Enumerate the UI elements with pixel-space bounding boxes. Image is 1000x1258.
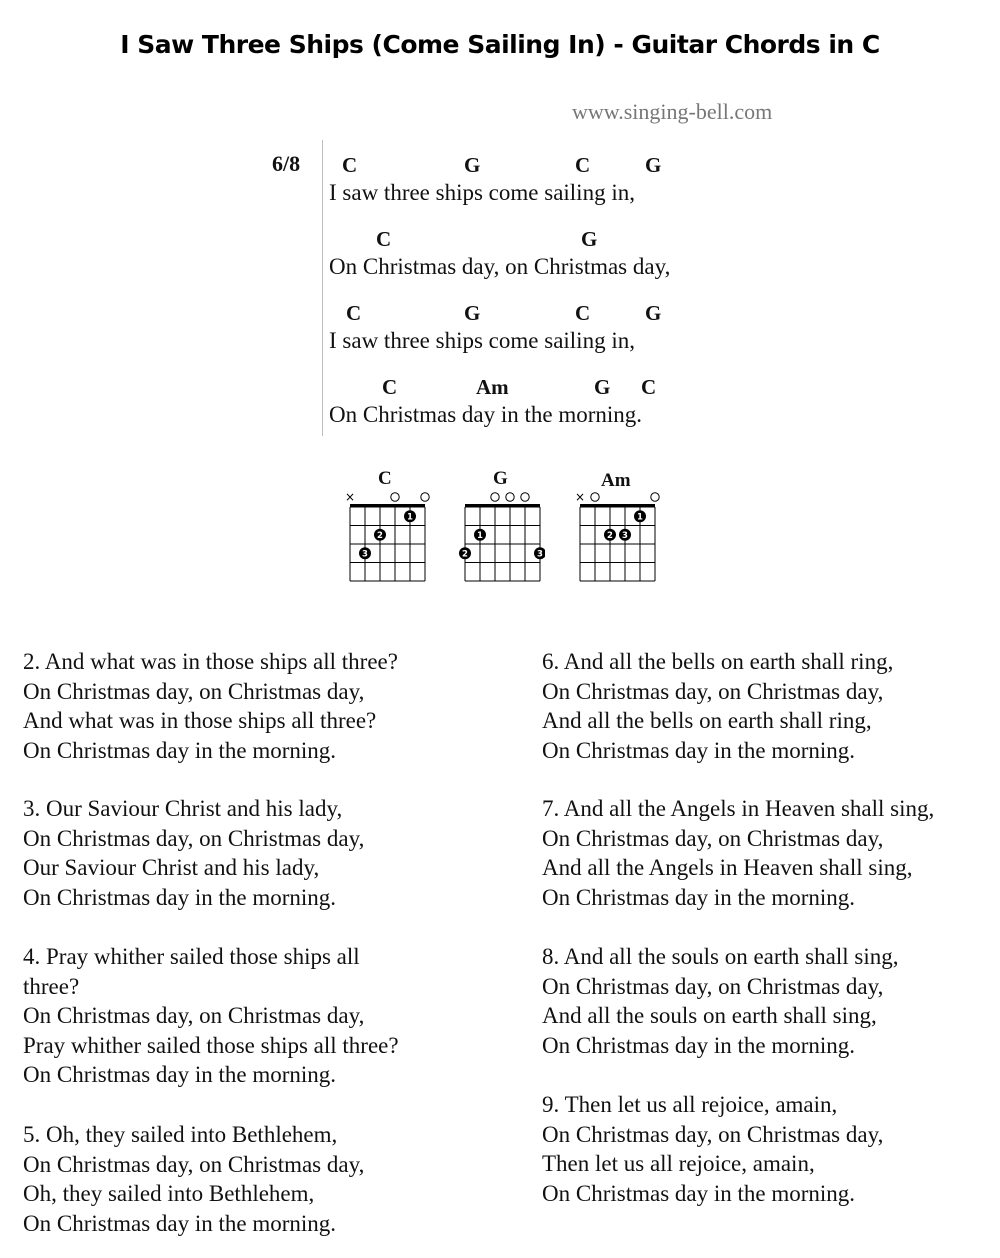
finger-number: 3 <box>362 549 368 560</box>
finger-number: 1 <box>407 512 413 523</box>
verse-line: On Christmas day in the morning. <box>542 737 856 763</box>
chord-diagram-nut <box>465 504 540 508</box>
verse-line: On Christmas day, on Christmas day, <box>542 973 884 999</box>
verse-line: On Christmas day, on Christmas day, <box>23 1003 365 1028</box>
open-string-marker <box>491 493 499 501</box>
verse-line: On Christmas day, on Christmas day, <box>542 1121 884 1147</box>
finger-number: 3 <box>622 531 628 542</box>
open-string-marker <box>651 493 659 501</box>
finger-number: 2 <box>462 549 468 560</box>
chord-label: G <box>645 153 662 177</box>
chorus-lyric-line: On Christmas day, on Christmas day, <box>329 254 671 279</box>
verse-line: And all the Angels in Heaven shall sing, <box>542 855 913 880</box>
verse-line: And what was in those ships all three? <box>23 708 377 733</box>
verse-line: On Christmas day, on Christmas day, <box>23 825 365 851</box>
muted-string-marker: × <box>574 490 586 504</box>
verse-line: And all the bells on earth shall ring, <box>542 708 872 733</box>
verse-line: On Christmas day in the morning. <box>23 1062 337 1087</box>
chorus-lyric-line: I saw three ships come sailing in, <box>329 180 635 205</box>
verse-line: On Christmas day in the morning. <box>542 884 856 910</box>
chord-label: G <box>581 227 598 251</box>
chord-diagram-c <box>340 488 430 584</box>
verse-line: 3. Our Saviour Christ and his lady, <box>23 796 343 821</box>
verse-line: And all the souls on earth shall sing, <box>542 1003 877 1028</box>
chord-label: C <box>641 375 657 399</box>
verse-line: three? <box>23 973 80 999</box>
open-string-marker <box>506 493 514 501</box>
chorus-lyric-line: On Christmas day in the morning. <box>329 402 643 427</box>
verse-5 <box>23 1120 364 1238</box>
finger-number: 3 <box>537 549 543 560</box>
finger-number: 2 <box>607 531 613 542</box>
chord-diagram-nut <box>580 504 655 508</box>
page-title: I Saw Three Ships (Come Sailing In) - Guitar Chords in C <box>120 30 880 59</box>
website-url[interactable]: www.singing-bell.com <box>572 99 773 124</box>
finger-number: 1 <box>477 531 483 542</box>
finger-number: 1 <box>637 512 643 523</box>
open-string-marker <box>391 493 399 501</box>
verse-line: 8. And all the souls on earth shall sing, <box>542 944 899 969</box>
chord-label: C <box>376 227 392 251</box>
chord-diagram-nut <box>350 504 425 508</box>
verse-4 <box>23 942 399 1090</box>
verse-line: 2. And what was in those ships all three? <box>23 649 398 674</box>
verse-line: 5. Oh, they sailed into Bethlehem, <box>23 1122 338 1147</box>
chord-label: G <box>645 301 662 325</box>
verse-line: On Christmas day, on Christmas day, <box>23 1151 365 1177</box>
verse-line: On Christmas day in the morning. <box>23 884 337 910</box>
chord-label: Am <box>476 375 509 399</box>
verse-line: Our Saviour Christ and his lady, <box>23 855 320 880</box>
verse-line: 6. And all the bells on earth shall ring, <box>542 649 894 674</box>
chord-label: C <box>342 153 358 177</box>
open-string-marker <box>591 493 599 501</box>
muted-string-marker: × <box>344 490 356 504</box>
chord-diagram-am <box>570 488 660 584</box>
chorus-divider-line <box>322 140 323 436</box>
verse-line: On Christmas day in the morning. <box>23 737 337 763</box>
open-string-marker <box>521 493 529 501</box>
verse-8 <box>542 942 898 1060</box>
chord-label: C <box>575 153 591 177</box>
verse-3 <box>23 794 364 912</box>
time-signature: 6/8 <box>272 151 301 176</box>
verse-line: Then let us all rejoice, amain, <box>542 1151 815 1176</box>
verse-line: Pray whither sailed those ships all three? <box>23 1032 399 1058</box>
chord-label: G <box>594 375 611 399</box>
chord-label: C <box>575 301 591 325</box>
verse-line: On Christmas day, on Christmas day, <box>23 678 365 704</box>
verse-2 <box>23 647 398 765</box>
chord-label: G <box>464 301 481 325</box>
verse-6 <box>542 647 893 765</box>
verse-line: On Christmas day, on Christmas day, <box>542 678 884 704</box>
verse-7 <box>542 794 934 912</box>
chord-diagram-name: Am <box>601 470 631 491</box>
verse-line: Oh, they sailed into Bethlehem, <box>23 1181 315 1206</box>
open-string-marker <box>421 493 429 501</box>
chord-label: C <box>346 301 362 325</box>
verse-line: 7. And all the Angels in Heaven shall sing, <box>542 796 935 821</box>
verse-line: On Christmas day in the morning. <box>542 1180 856 1206</box>
verse-line: On Christmas day in the morning. <box>23 1210 337 1236</box>
verse-line: 4. Pray whither sailed those ships all <box>23 944 360 969</box>
chord-diagram-g <box>455 488 545 584</box>
verse-line: On Christmas day in the morning. <box>542 1032 856 1058</box>
verse-line: On Christmas day, on Christmas day, <box>542 825 884 851</box>
verse-line: 9. Then let us all rejoice, amain, <box>542 1092 838 1117</box>
finger-number: 2 <box>377 531 383 542</box>
chord-label: G <box>464 153 481 177</box>
chorus-lyric-line: I saw three ships come sailing in, <box>329 328 635 353</box>
verse-9 <box>542 1090 883 1208</box>
chord-diagram-name: C <box>378 468 392 489</box>
chord-label: C <box>382 375 398 399</box>
chord-diagram-name: G <box>493 468 508 489</box>
